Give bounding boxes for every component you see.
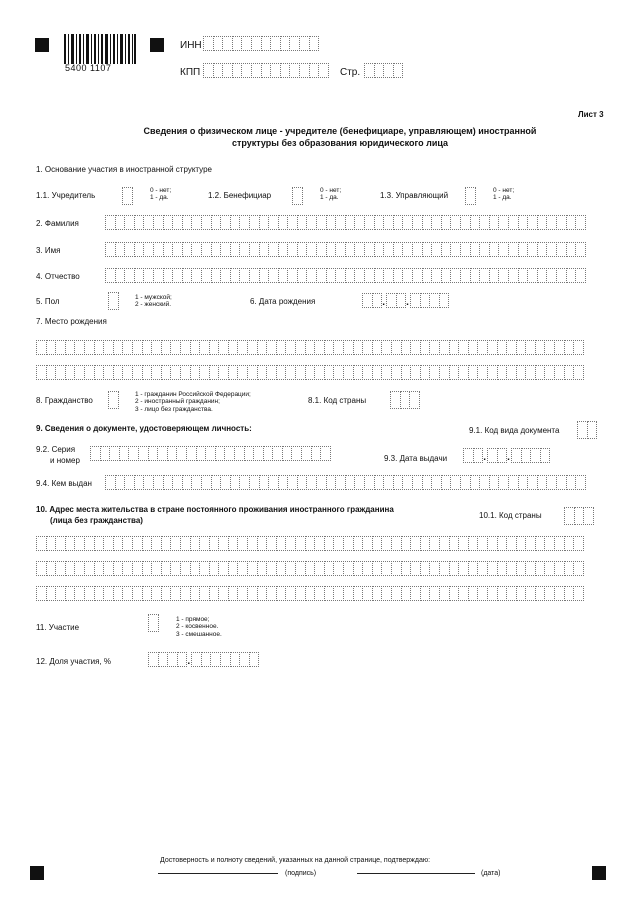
s1-manager-cell[interactable]: [465, 187, 475, 205]
page-cells[interactable]: [364, 63, 402, 78]
s12-label: 12. Доля участия, %: [36, 657, 111, 666]
s8-options: 1 - гражданин Российской Федерации; 2 - иностранный гражданин; 3 - лицо без гражданства.: [135, 391, 251, 413]
name-cells[interactable]: [105, 242, 585, 257]
s10-label-2: (лица без гражданства): [50, 516, 143, 525]
form-title-line2: структуры без образования юридического лица: [231, 137, 449, 148]
s10-country-code-label: 10.1. Код страны: [479, 511, 542, 520]
corner-marker-bottom-right: [592, 866, 606, 880]
corner-marker-bottom-left: [30, 866, 44, 880]
s6-label: 6. Дата рождения: [250, 297, 316, 306]
inn-cells[interactable]: [203, 36, 318, 51]
signature-line[interactable]: [158, 873, 278, 874]
date-caption: (дата): [481, 870, 501, 877]
birthplace-cells-row2[interactable]: [36, 365, 583, 380]
s4-label: 4. Отчество: [36, 272, 80, 281]
inn-label: ИНН: [180, 40, 202, 51]
s9-doc-type-label: 9.1. Код вида документа: [469, 426, 560, 435]
barcode-bars: [63, 34, 137, 64]
s9-label: 9. Сведения о документе, удостоверяющем личность:: [36, 424, 252, 433]
doc-type-cells[interactable]: [577, 421, 596, 439]
page-label: Стр.: [340, 67, 361, 78]
s8-label: 8. Гражданство: [36, 396, 93, 405]
issued-by-cells[interactable]: [105, 475, 585, 490]
s8-country-code-label: 8.1. Код страны: [308, 396, 367, 405]
s1-manager-options: 0 - нет; 1 - да.: [493, 187, 515, 202]
s9-issued-by-label: 9.4. Кем выдан: [36, 479, 92, 488]
s9-issue-date-label: 9.3. Дата выдачи: [384, 454, 448, 463]
form-title: [70, 126, 610, 149]
s9-series-label-2: и номер: [50, 456, 80, 465]
address-cells-row1[interactable]: [36, 536, 583, 551]
barcode: [63, 34, 137, 72]
barcode-number: 5400 1107: [65, 63, 112, 73]
sheet-label: Лист 3: [578, 110, 604, 119]
residence-country-cells[interactable]: [564, 507, 593, 525]
signature-caption: (подпись): [285, 870, 317, 877]
s1-founder-options: 0 - нет; 1 - да.: [150, 187, 172, 202]
s5-label: 5. Пол: [36, 297, 60, 306]
s10-label-1: 10. Адрес места жительства в стране постоянного проживания иностранного гражданина: [36, 505, 394, 514]
kpp-label: КПП: [180, 67, 201, 78]
s1-founder-label: 1.1. Учредитель: [36, 191, 96, 200]
s1-founder-cell[interactable]: [122, 187, 132, 205]
corner-marker-top-left: [35, 38, 49, 52]
s2-label: 2. Фамилия: [36, 219, 79, 228]
address-cells-row2[interactable]: [36, 561, 583, 576]
s1-label: 1. Основание участия в иностранной структуре: [36, 165, 212, 174]
s1-beneficiary-options: 0 - нет; 1 - да.: [320, 187, 342, 202]
s11-label: 11. Участие: [36, 623, 80, 632]
s3-label: 3. Имя: [36, 246, 61, 255]
date-line[interactable]: [357, 873, 475, 874]
s7-label: 7. Место рождения: [36, 317, 107, 326]
issue-date-cells[interactable]: . .: [463, 448, 549, 463]
citizenship-cell[interactable]: [108, 391, 118, 409]
participation-cell[interactable]: [148, 614, 158, 632]
s11-options: 1 - прямое; 2 - косвенное. 3 - смешанное.: [176, 616, 222, 638]
s9-series-label-1: 9.2. Серия: [36, 445, 76, 454]
surname-cells[interactable]: [105, 215, 585, 230]
s1-beneficiary-cell[interactable]: [292, 187, 302, 205]
footer-confirm-text: Достоверность и полноту сведений, указанных на данной странице, подтверждаю:: [160, 857, 431, 864]
birth-date-cells[interactable]: . .: [362, 293, 448, 308]
s1-beneficiary-label: 1.2. Бенефициар: [208, 191, 272, 200]
corner-marker-top-mid: [150, 38, 164, 52]
address-cells-row3[interactable]: [36, 586, 583, 601]
patronymic-cells[interactable]: [105, 268, 585, 283]
gender-cell[interactable]: [108, 292, 118, 310]
s5-options: 1 - мужской; 2 - женский.: [135, 294, 172, 309]
form-title-line1: Сведения о физическом лице - учредителе (бенефициаре, управляющем) иностранной: [143, 126, 537, 136]
s1-manager-label: 1.3. Управляющий: [380, 191, 449, 200]
citizenship-country-cells[interactable]: [390, 391, 419, 409]
share-cells[interactable]: .: [148, 652, 258, 667]
kpp-cells[interactable]: [203, 63, 328, 78]
birthplace-cells-row1[interactable]: [36, 340, 583, 355]
doc-series-cells[interactable]: [90, 446, 330, 461]
